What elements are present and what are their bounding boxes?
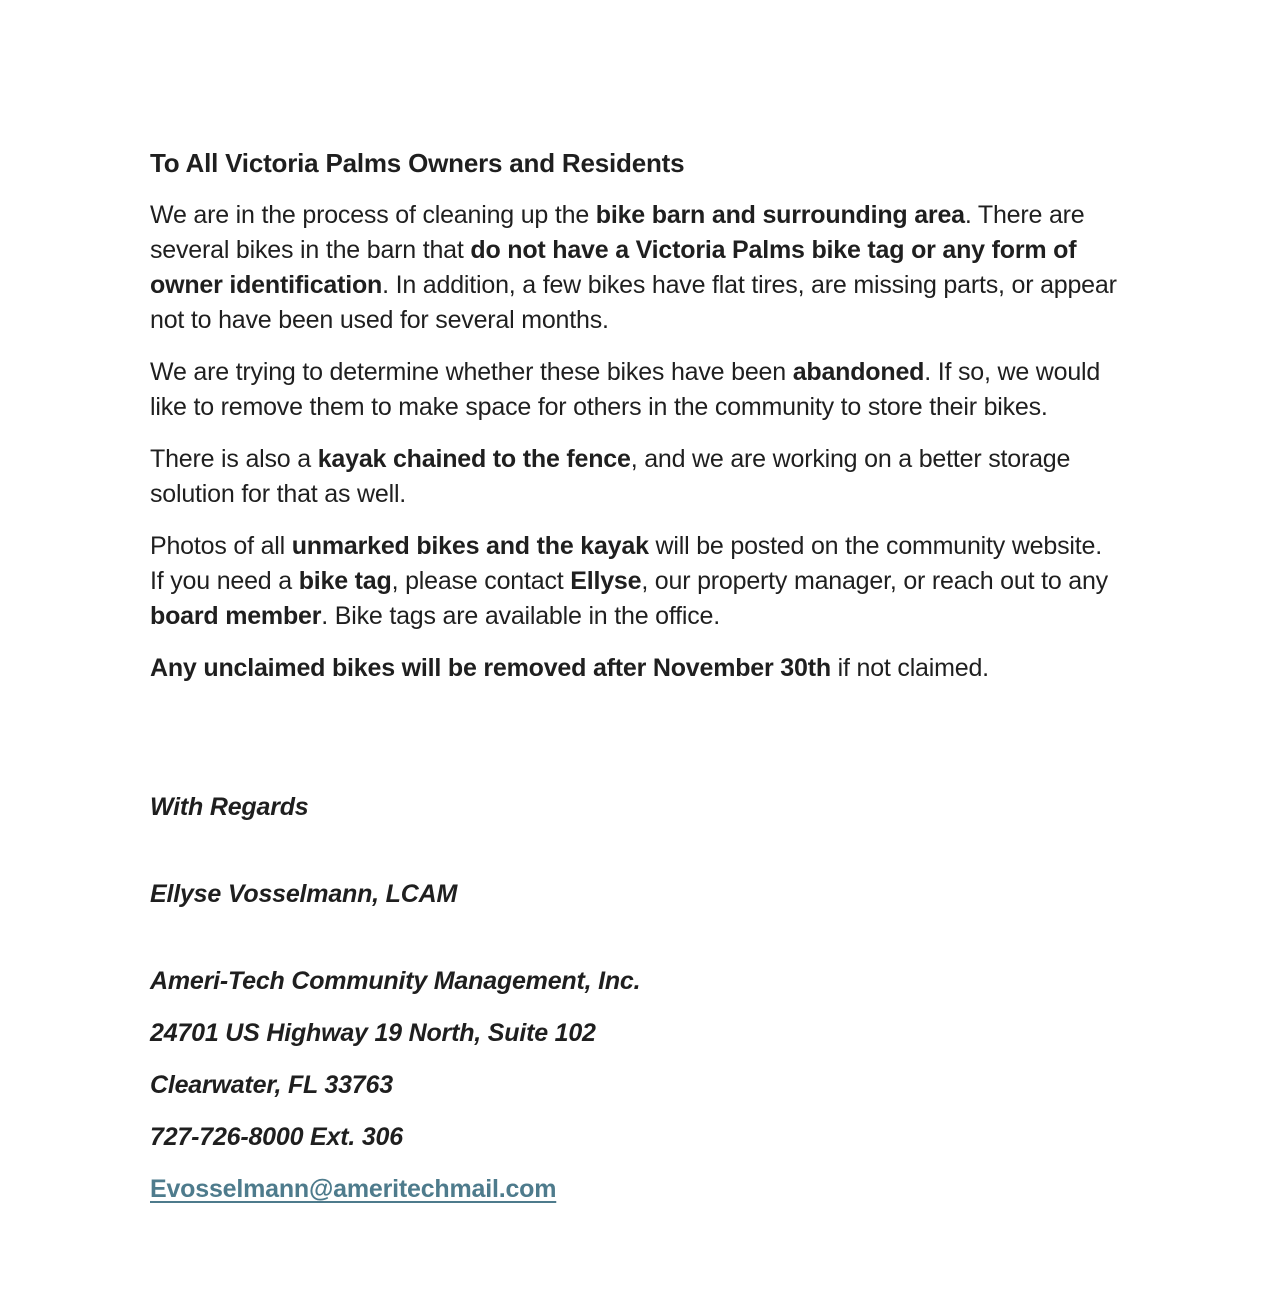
paragraph — [150, 355, 1117, 425]
signature-line: Clearwater, FL 33763 — [150, 1071, 393, 1099]
signature-line: 24701 US Highway 19 North, Suite 102 — [150, 1019, 596, 1047]
paragraph — [150, 651, 1117, 686]
bold-run: Any unclaimed bikes will be removed after November 30th — [150, 654, 831, 682]
text-run: Photos of all — [150, 532, 292, 560]
text-run: . Bike tags are available in the office. — [321, 602, 720, 630]
signature-line: Ellyse Vosselmann, LCAM — [150, 880, 458, 908]
bold-run: kayak chained to the fence — [317, 445, 631, 473]
bold-run: bike barn and surrounding area — [595, 201, 965, 229]
bold-run: do not have a Victoria Palms bike tag or any form of owner identification — [150, 236, 1077, 299]
signature-line: 727-726-8000 Ext. 306 — [150, 1123, 403, 1151]
bold-run: board member — [150, 602, 322, 630]
paragraph — [150, 442, 1117, 512]
text-run: . In addition, a few bikes have flat tires, are missing parts, or appear not to have been used for several months. — [150, 271, 1117, 334]
text-run: There is also a — [150, 445, 318, 473]
text-run: , please contact — [391, 567, 571, 595]
text-run: , our property manager, or reach out to any — [641, 567, 1108, 595]
paragraph — [150, 198, 1117, 338]
text-run: . If so, we would like to remove them to make space for others in the community to store their bikes. — [150, 358, 1101, 421]
bold-run: bike tag — [298, 567, 392, 595]
text-run: will be posted on the community website. If you need a — [150, 532, 1102, 595]
text-run: , and we are working on a better storage solution for that as well. — [150, 445, 1071, 508]
body-paragraphs — [150, 198, 1117, 686]
bold-run: unmarked bikes and the kayak — [291, 532, 649, 560]
email-link[interactable]: Evosselmann@ameritechmail.com — [150, 1175, 557, 1203]
signature-line: Ameri-Tech Community Management, Inc. — [150, 967, 641, 995]
document-title: To All Victoria Palms Owners and Residents — [150, 148, 685, 178]
signature-block — [150, 790, 1117, 1155]
paragraph — [150, 529, 1117, 634]
text-run: . There are several bikes in the barn that — [150, 201, 1085, 264]
bold-run: abandoned — [792, 358, 925, 386]
text-run: if not claimed. — [830, 654, 989, 682]
text-run: We are trying to determine whether these bikes have been — [150, 358, 793, 386]
bold-run: Ellyse — [570, 567, 642, 595]
signature-line: With Regards — [150, 793, 309, 821]
email-line — [150, 1172, 1117, 1207]
text-run: We are in the process of cleaning up the — [150, 201, 596, 229]
